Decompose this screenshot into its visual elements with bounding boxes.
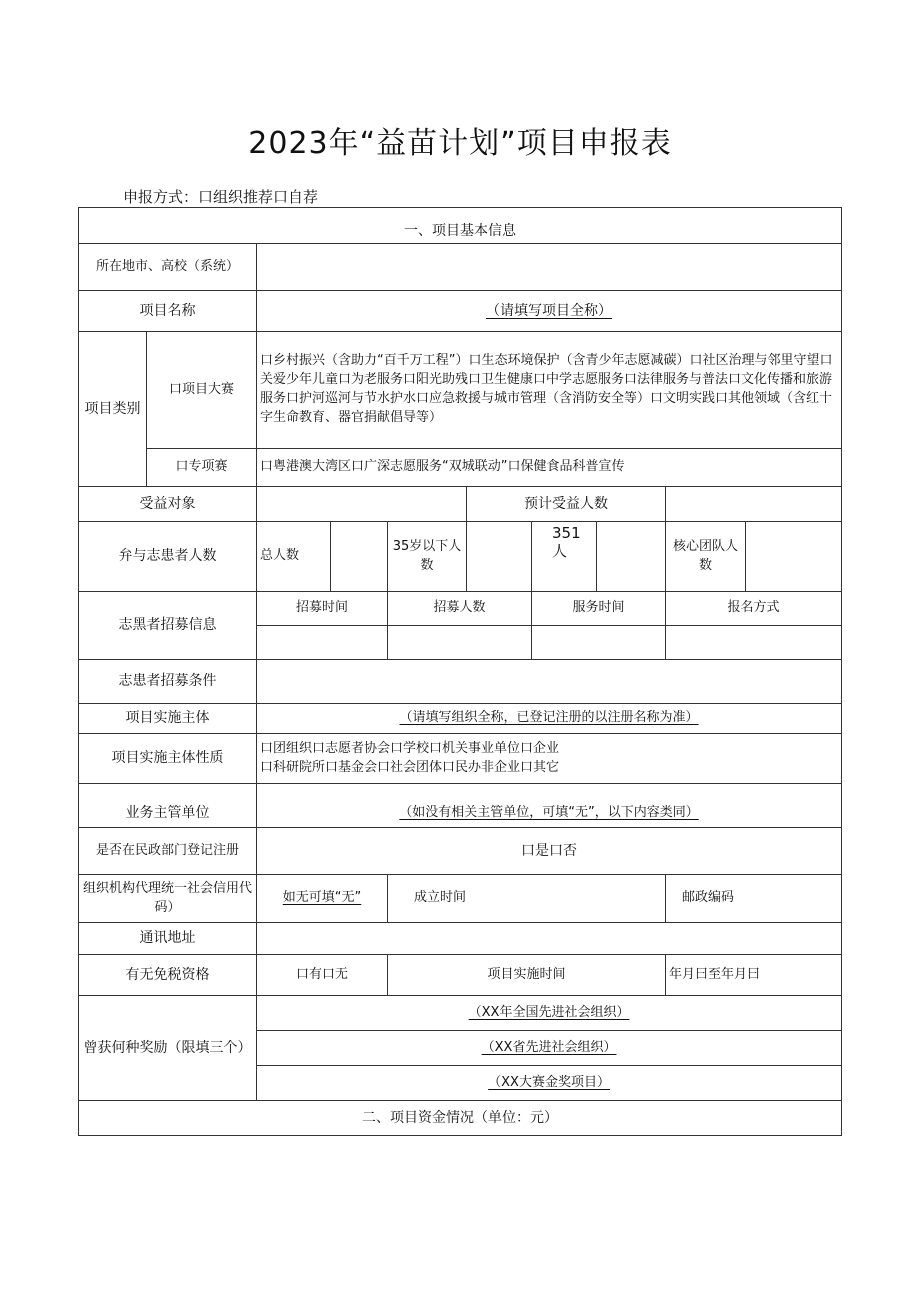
declare-method[interactable]: 申报方式：口组织推荐口自荐 xyxy=(123,188,319,206)
award-item[interactable]: （XX大赛金奖项目） xyxy=(257,1066,842,1101)
region-field[interactable] xyxy=(257,244,842,291)
page-title: 2023年“益苗计划”项目申报表 xyxy=(248,126,672,161)
entity-nature-label: 项目实施主体性质 xyxy=(79,734,257,784)
contest-special-options[interactable]: 口粤港澳大湾区口广深志愿服务“双城联动”口保健食品科普宣传 xyxy=(257,449,842,487)
established-label: 成立时间 xyxy=(388,875,666,923)
contest-main-checkbox[interactable]: 口项目大赛 xyxy=(147,332,257,449)
signup-method-field[interactable] xyxy=(666,626,842,660)
award-item[interactable]: （XX年全国先进社会组织） xyxy=(257,996,842,1031)
credit-code-label: 组织机构代理统一社会信用代码） xyxy=(79,875,257,923)
under35-count-label: 35岁以下人数 xyxy=(388,522,467,592)
core-team-field[interactable] xyxy=(746,522,842,592)
recruit-count-field[interactable] xyxy=(388,626,532,660)
supervisor-hint: （如没有相关主管单位，可填“无”，以下内容类同） xyxy=(399,805,699,821)
section-funding-header: 二、项目资金情况（单位：元） xyxy=(79,1101,842,1136)
awards-label: 曾获何种奖励（限填三个） xyxy=(79,996,257,1101)
section-basic-info-header: 一、项目基本信息 xyxy=(79,208,842,244)
service-time-header: 服务时间 xyxy=(532,592,666,626)
application-form-table xyxy=(78,207,842,1136)
address-field[interactable] xyxy=(257,923,842,955)
volunteer-count-label: 弁与志患者人数 xyxy=(79,522,257,592)
core-team-label: 核心团队人数 xyxy=(666,522,746,592)
recruit-condition-field[interactable] xyxy=(257,660,842,704)
expected-count-field[interactable] xyxy=(666,487,842,522)
tax-label: 有无免税资格 xyxy=(79,955,257,996)
project-name-field[interactable] xyxy=(257,291,842,332)
entity-nature-line2[interactable]: 口科研院所口基金会口社会团体口民办非企业口其它 xyxy=(260,759,560,775)
impl-time-label: 项目实施时间 xyxy=(388,955,666,996)
under35-count-field[interactable] xyxy=(467,522,532,592)
contest-special-checkbox[interactable]: 口专项赛 xyxy=(147,449,257,487)
award-item[interactable]: （XX省先进社会组织） xyxy=(257,1031,842,1066)
recruit-count-header: 招募人数 xyxy=(388,592,532,626)
entity-label: 项目实施主体 xyxy=(79,704,257,734)
total-count-field[interactable] xyxy=(331,522,388,592)
entity-nature-options[interactable] xyxy=(257,734,842,784)
region-label: 所在地市、高校（系统） xyxy=(79,244,257,291)
expected-count-label: 预计受益人数 xyxy=(467,487,666,522)
contest-main-options[interactable]: 口乡村振兴（含助力“百千万工程”）口生态环境保护（含青少年志愿减碳）口社区治理与邻里守望口关爱少年儿童口为老服务口阳光助残口卫生健康口中学志愿服务口法律服务与普法口文化传播和旅游服务口护河巡河与节水护水口应急救援与城市管理（含消防安全等）口文明实践口其他领域（含红十字生命教育、器官捐献倡导等） xyxy=(257,332,842,449)
count-351-value: 351人 xyxy=(532,522,597,592)
supervisor-field[interactable] xyxy=(257,784,842,828)
service-time-field[interactable] xyxy=(532,626,666,660)
recruit-info-label: 志黑者招募信息 xyxy=(79,592,257,660)
beneficiary-field[interactable] xyxy=(257,487,467,522)
recruit-condition-label: 志患者招募条件 xyxy=(79,660,257,704)
count-351-field[interactable] xyxy=(597,522,666,592)
recruit-time-header: 招募时间 xyxy=(257,592,388,626)
recruit-time-field[interactable] xyxy=(257,626,388,660)
signup-method-header: 报名方式 xyxy=(666,592,842,626)
credit-code-hint: 如无可填“无” xyxy=(282,890,362,906)
supervisor-label: 业务主管单位 xyxy=(79,784,257,828)
project-name-label: 项目名称 xyxy=(79,291,257,332)
entity-hint: （请填写组织全称，已登记注册的以注册名称为准） xyxy=(399,710,699,726)
credit-code-field[interactable] xyxy=(257,875,388,923)
entity-field[interactable] xyxy=(257,704,842,734)
category-label: 项目类别 xyxy=(79,332,147,487)
entity-nature-line1[interactable]: 口团组织口志愿者协会口学校口机关事业单位口企业 xyxy=(260,740,560,756)
tax-options[interactable]: 口有口无 xyxy=(257,955,388,996)
project-name-hint: （请填写项目全称） xyxy=(486,302,613,319)
registered-options[interactable]: 口是口否 xyxy=(257,828,842,875)
address-label: 通讯地址 xyxy=(79,923,257,955)
postcode-label: 邮政编码 xyxy=(666,875,842,923)
impl-time-value[interactable]: 年月曰至年月曰 xyxy=(666,955,842,996)
registered-label: 是否在民政部门登记注册 xyxy=(79,828,257,875)
beneficiary-label: 受益对象 xyxy=(79,487,257,522)
total-count-label: 总人数 xyxy=(257,522,331,592)
